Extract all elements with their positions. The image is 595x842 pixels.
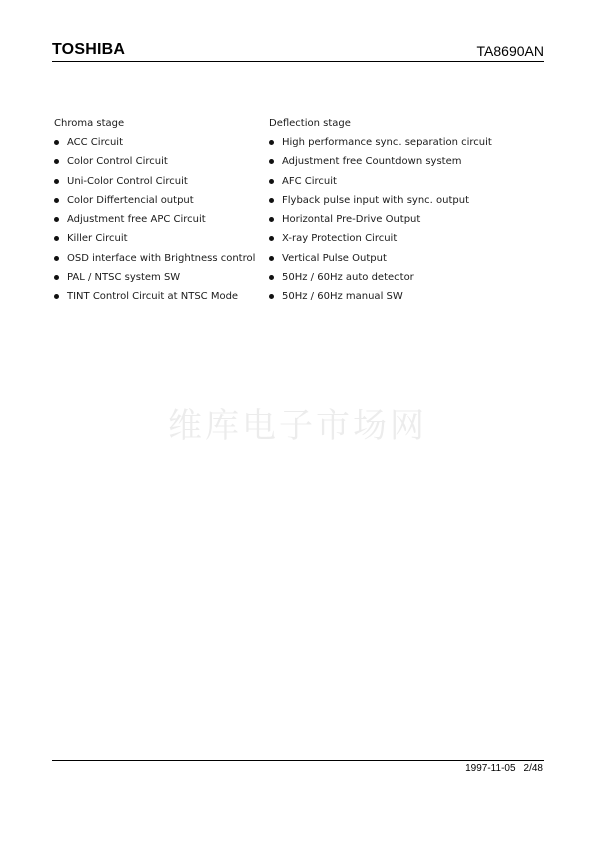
feature-label: Uni-Color Control Circuit [67, 175, 188, 187]
list-item [269, 291, 492, 310]
list-item [269, 233, 492, 252]
document-date: 1997-11-05 [465, 763, 516, 774]
feature-label: X-ray Protection Circuit [282, 233, 398, 245]
feature-label: Killer Circuit [67, 233, 128, 245]
list-item [54, 156, 255, 175]
bullet-icon [269, 217, 274, 222]
feature-label: Color Control Circuit [67, 156, 168, 168]
bullet-icon [54, 275, 59, 280]
feature-label: Vertical Pulse Output [282, 252, 387, 264]
deflection-feature-list [269, 137, 492, 311]
bullet-icon [269, 140, 274, 145]
footer [465, 763, 543, 774]
list-item [54, 176, 255, 195]
bullet-icon [269, 294, 274, 299]
bullet-icon [269, 236, 274, 241]
feature-label: Adjustment free APC Circuit [67, 214, 206, 226]
bullet-icon [54, 236, 59, 241]
list-item [54, 272, 255, 291]
chroma-feature-list [54, 137, 255, 311]
chroma-stage-section [54, 118, 255, 311]
list-item [269, 156, 492, 175]
feature-label: Adjustment free Countdown system [282, 156, 462, 168]
feature-label: AFC Circuit [282, 175, 337, 187]
page-number: 2/48 [523, 763, 543, 774]
list-item [54, 214, 255, 233]
list-item [54, 233, 255, 252]
footer-divider [52, 760, 544, 761]
feature-label: Flyback pulse input with sync. output [282, 194, 469, 206]
feature-label: Color Differtencial output [67, 194, 194, 206]
list-item [269, 137, 492, 156]
list-item [54, 291, 255, 310]
feature-label: OSD interface with Brightness control [67, 252, 256, 264]
part-number: TA8690AN [476, 43, 544, 59]
company-logo: TOSHIBA [52, 41, 126, 58]
list-item [54, 253, 255, 272]
bullet-icon [269, 198, 274, 203]
deflection-stage-heading: Deflection stage [269, 118, 351, 129]
feature-label: High performance sync. separation circuit [282, 137, 492, 148]
deflection-stage-section [269, 118, 492, 311]
feature-label: PAL / NTSC system SW [67, 272, 181, 284]
list-item [54, 195, 255, 214]
bullet-icon [269, 256, 274, 261]
list-item [269, 195, 492, 214]
chroma-stage-heading: Chroma stage [54, 118, 125, 129]
bullet-icon [54, 140, 59, 145]
list-item [54, 137, 255, 156]
watermark: 维库电子市场网 [168, 406, 427, 446]
bullet-icon [54, 256, 59, 261]
bullet-icon [54, 294, 59, 299]
list-item [269, 176, 492, 195]
bullet-icon [54, 179, 59, 184]
header-divider [52, 61, 544, 62]
list-item [269, 214, 492, 233]
feature-label: Horizontal Pre-Drive Output [282, 214, 421, 226]
feature-label: ACC Circuit [67, 137, 123, 148]
feature-label: 50Hz / 60Hz manual SW [282, 291, 403, 303]
bullet-icon [269, 159, 274, 164]
feature-label: TINT Control Circuit at NTSC Mode [67, 291, 239, 303]
bullet-icon [269, 179, 274, 184]
bullet-icon [54, 198, 59, 203]
list-item [269, 253, 492, 272]
bullet-icon [269, 275, 274, 280]
list-item [269, 272, 492, 291]
feature-label: 50Hz / 60Hz auto detector [282, 272, 414, 284]
bullet-icon [54, 159, 59, 164]
bullet-icon [54, 217, 59, 222]
